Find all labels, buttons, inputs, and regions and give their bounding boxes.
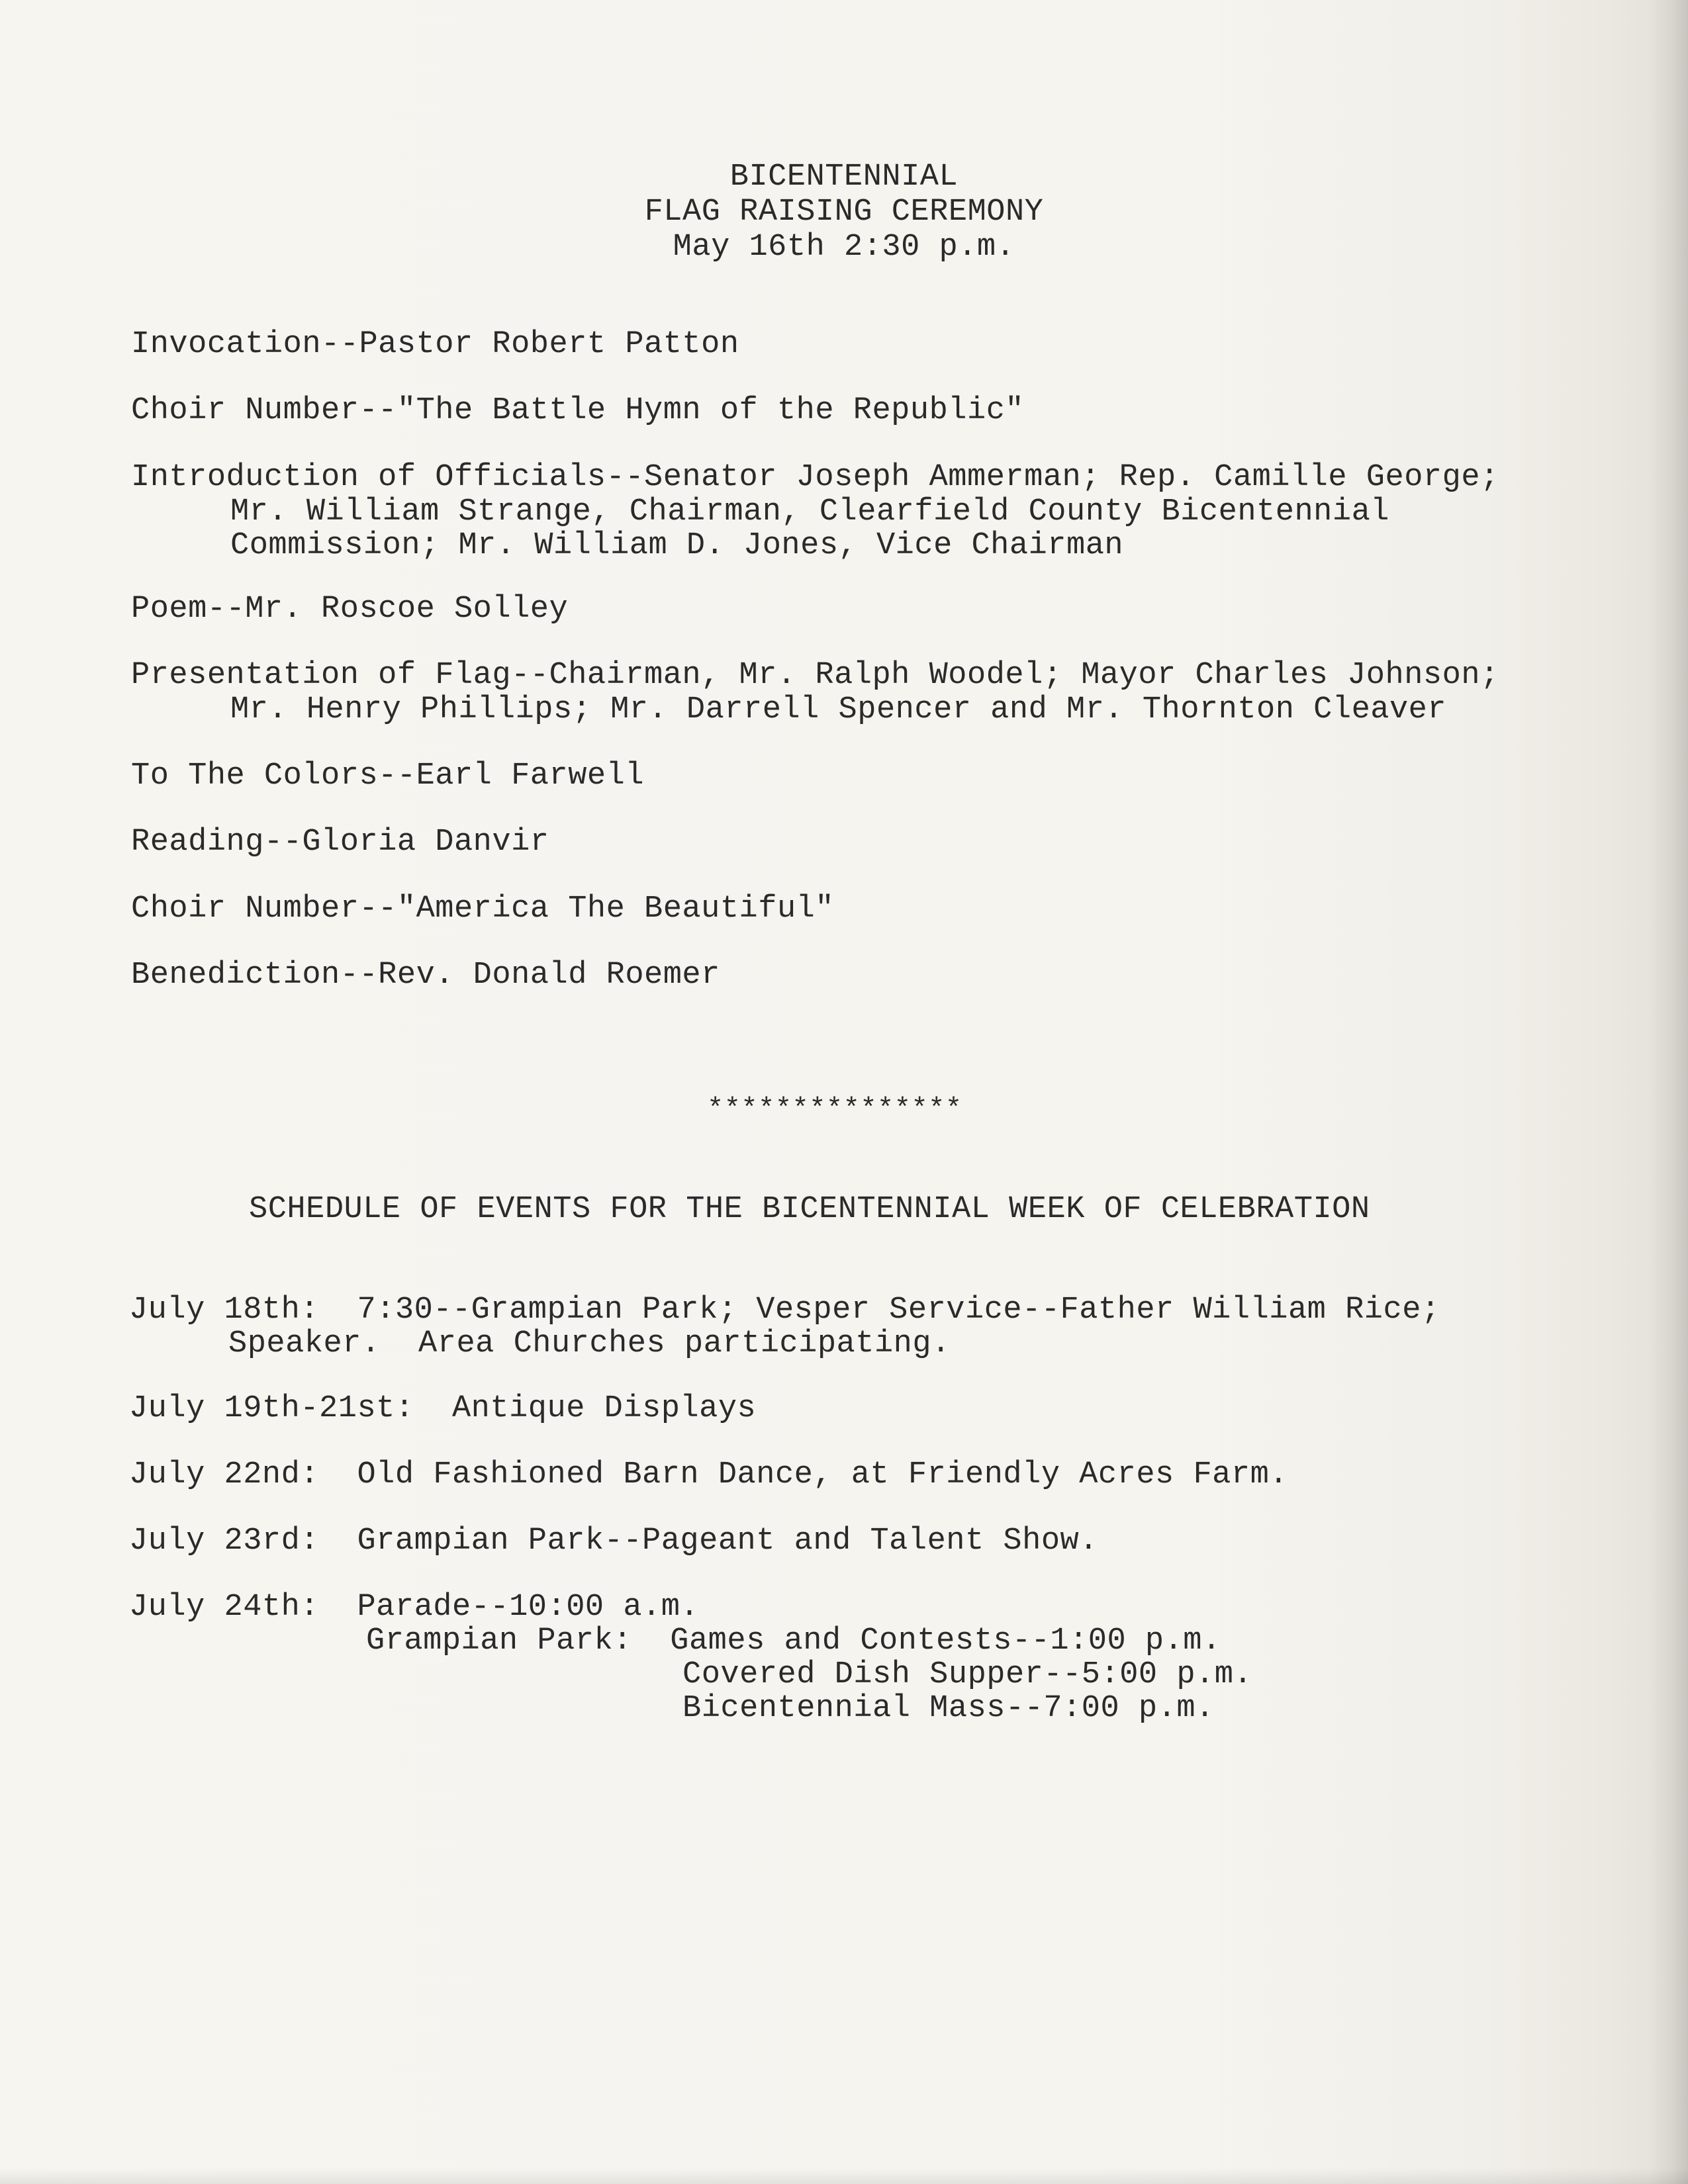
schedule-july-19: July 19th-21st: Antique Displays bbox=[129, 1391, 757, 1426]
schedule-july-22: July 22nd: Old Fashioned Barn Dance, at Friendly Acres Farm. bbox=[129, 1457, 1288, 1492]
program-reading: Reading--Gloria Danvir bbox=[131, 825, 549, 860]
program-introduction-line-1: Introduction of Officials--Senator Joseph Ammerman; Rep. Camille George; bbox=[131, 460, 1499, 495]
program-choir-2: Choir Number--"America The Beautiful" bbox=[131, 891, 835, 927]
program-benediction: Benediction--Rev. Donald Roemer bbox=[131, 958, 720, 993]
page-edge-shadow bbox=[1648, 0, 1688, 2184]
page-bottom-shadow bbox=[0, 2168, 1688, 2184]
schedule-july-18-line-2: Speaker. Area Churches participating. bbox=[228, 1326, 951, 1361]
heading-subtitle: FLAG RAISING CEREMONY bbox=[644, 195, 1044, 230]
program-presentation-line-2: Mr. Henry Phillips; Mr. Darrell Spencer and Mr. Thornton Cleaver bbox=[230, 692, 1447, 727]
schedule-july-24-line-2: Grampian Park: Games and Contests--1:00 p.m. bbox=[366, 1623, 1221, 1659]
heading-title: BICENTENNIAL bbox=[729, 159, 959, 195]
program-poem: Poem--Mr. Roscoe Solley bbox=[131, 592, 569, 627]
program-invocation: Invocation--Pastor Robert Patton bbox=[131, 327, 739, 362]
program-introduction-line-2: Mr. William Strange, Chairman, Clearfield County Bicentennial bbox=[230, 494, 1389, 529]
program-introduction-line-3: Commission; Mr. William D. Jones, Vice Chairman bbox=[230, 528, 1124, 563]
program-presentation-line-1: Presentation of Flag--Chairman, Mr. Ralph Woodel; Mayor Charles Johnson; bbox=[131, 658, 1499, 693]
schedule-title: SCHEDULE OF EVENTS FOR THE BICENTENNIAL WEEK OF CELEBRATION bbox=[249, 1192, 1370, 1227]
schedule-july-23: July 23rd: Grampian Park--Pageant and Talent Show. bbox=[129, 1524, 1098, 1559]
schedule-july-18-line-1: July 18th: 7:30--Grampian Park; Vesper Service--Father William Rice; bbox=[129, 1293, 1440, 1328]
program-choir-1: Choir Number--"The Battle Hymn of the Republic" bbox=[131, 393, 1025, 428]
schedule-july-24-line-4: Bicentennial Mass--7:00 p.m. bbox=[682, 1691, 1215, 1726]
schedule-july-24-line-1: July 24th: Parade--10:00 a.m. bbox=[129, 1590, 700, 1625]
heading-date: May 16th 2:30 p.m. bbox=[673, 230, 1015, 265]
section-divider: *************** bbox=[707, 1093, 962, 1125]
program-to-the-colors: To The Colors--Earl Farwell bbox=[131, 758, 645, 794]
schedule-july-24-line-3: Covered Dish Supper--5:00 p.m. bbox=[682, 1657, 1253, 1692]
